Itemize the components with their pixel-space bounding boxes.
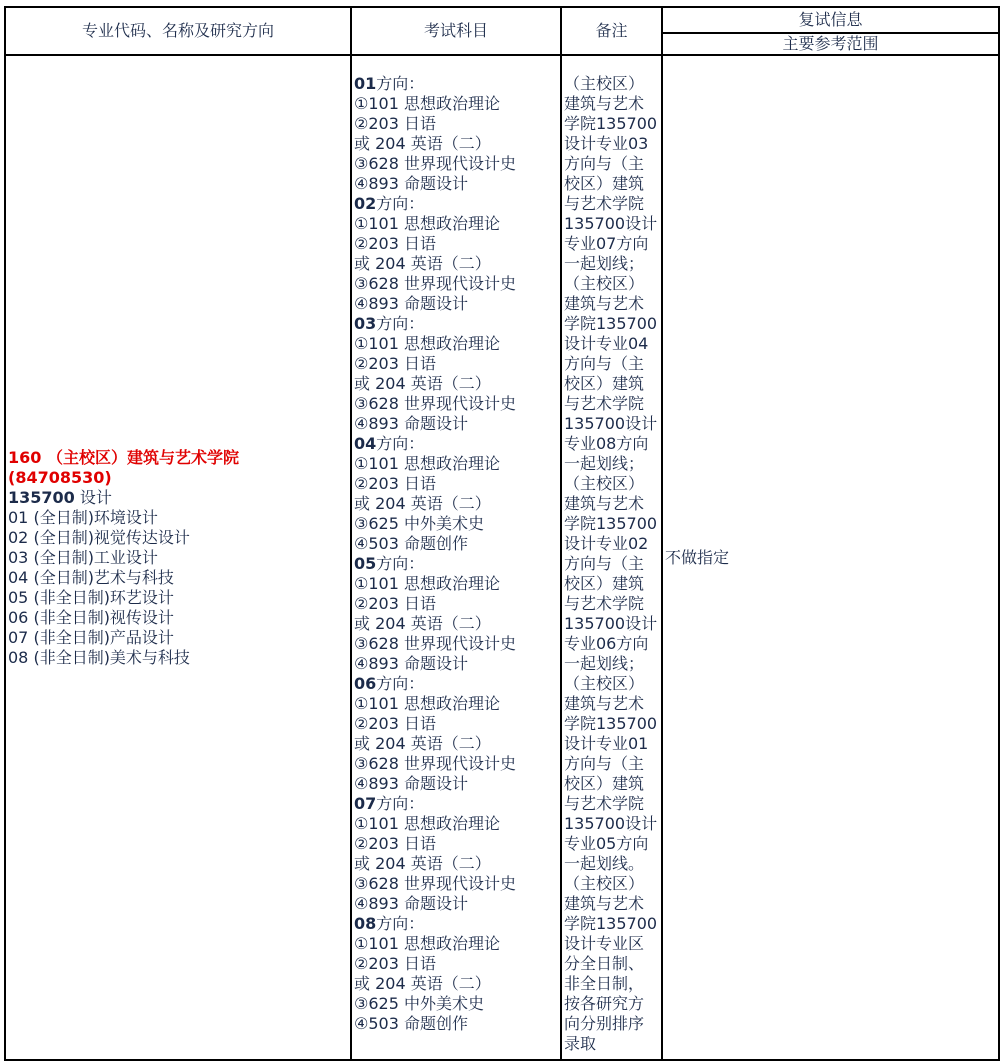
note-line: 与艺术学院 xyxy=(564,194,645,213)
exam-direction-suffix: 方向： xyxy=(376,674,425,693)
exam-direction-suffix: 方向： xyxy=(376,554,425,573)
exam-subject: ②203 日语 xyxy=(354,234,436,253)
exam-subject: ①101 思想政治理论 xyxy=(354,814,500,833)
exam-subject: ③625 中外美术史 xyxy=(354,994,484,1013)
header-reference-scope: 主要参考范围 xyxy=(662,33,999,55)
reference-scope-value: 不做指定 xyxy=(665,547,730,567)
header-retest-info: 复试信息 xyxy=(662,7,999,33)
exam-direction-code: 07 xyxy=(354,794,377,813)
direction-item: 06 (非全日制)视传设计 xyxy=(8,607,174,627)
exam-subject: ③628 世界现代设计史 xyxy=(354,154,516,173)
header-notes: 备注 xyxy=(561,7,662,55)
exam-subject: ①101 思想政治理论 xyxy=(354,94,500,113)
exam-direction-suffix: 方向： xyxy=(376,194,425,213)
exam-subject: ③625 中外美术史 xyxy=(354,514,484,533)
exam-subject: ④893 命题设计 xyxy=(354,774,468,793)
note-line: （主校区） xyxy=(564,274,645,293)
program-cell xyxy=(5,55,351,1060)
note-line: （主校区） xyxy=(564,474,645,493)
exam-subject: ④893 命题设计 xyxy=(354,294,468,313)
note-line: 135700设计 xyxy=(564,414,658,433)
exam-subject: ③628 世界现代设计史 xyxy=(354,394,516,413)
note-line: 设计专业02 xyxy=(564,534,649,553)
exam-subject: ②203 日语 xyxy=(354,114,436,133)
exam-subject: ④893 命题设计 xyxy=(354,414,468,433)
note-line: 校区）建筑 xyxy=(564,374,645,393)
note-line: 专业06方向 xyxy=(564,634,649,653)
exam-subject: ③628 世界现代设计史 xyxy=(354,874,516,893)
note-line: 专业05方向 xyxy=(564,834,649,853)
note-line: 学院135700 xyxy=(564,714,658,733)
exam-subject: 或 204 英语（二） xyxy=(354,254,491,273)
header-exam-subjects: 考试科目 xyxy=(351,7,561,55)
exam-direction-code: 05 xyxy=(354,554,377,573)
note-line: 135700设计 xyxy=(564,814,658,833)
school-phone: (84708530) xyxy=(8,467,112,487)
note-line: （主校区） xyxy=(564,74,645,93)
note-line: 135700设计 xyxy=(564,214,658,233)
exam-subject: ③628 世界现代设计史 xyxy=(354,754,516,773)
note-line: 建筑与艺术 xyxy=(564,694,645,713)
note-line: 建筑与艺术 xyxy=(564,894,645,913)
exam-direction-heading xyxy=(354,314,560,334)
note-line: 专业07方向 xyxy=(564,234,649,253)
exam-direction-suffix: 方向： xyxy=(376,794,425,813)
exam-subject: ③628 世界现代设计史 xyxy=(354,274,516,293)
exam-subject: ①101 思想政治理论 xyxy=(354,334,500,353)
exam-direction-code: 06 xyxy=(354,674,377,693)
exam-subject: 或 204 英语（二） xyxy=(354,734,491,753)
direction-item: 01 (全日制)环境设计 xyxy=(8,507,158,527)
note-line: 方向与（主 xyxy=(564,554,645,573)
note-line: 专业08方向 xyxy=(564,434,649,453)
note-line: 设计专业04 xyxy=(564,334,649,353)
exam-direction-heading xyxy=(354,554,560,574)
exam-direction-suffix: 方向： xyxy=(376,74,425,93)
exam-subject: ④893 命题设计 xyxy=(354,654,468,673)
exam-subject: ④503 命题创作 xyxy=(354,534,468,553)
exam-direction-heading xyxy=(354,794,560,814)
note-line: 分全日制、 xyxy=(564,954,645,973)
school-name: 160 （主校区）建筑与艺术学院 xyxy=(8,447,239,467)
exam-direction-code: 03 xyxy=(354,314,377,333)
note-line: （主校区） xyxy=(564,874,645,893)
admissions-table xyxy=(4,6,1000,1061)
exam-subject: ①101 思想政治理论 xyxy=(354,694,500,713)
exam-subject: 或 204 英语（二） xyxy=(354,494,491,513)
exam-direction-heading xyxy=(354,194,560,214)
major-line xyxy=(8,488,350,508)
note-line: 一起划线； xyxy=(564,454,645,473)
exam-direction-heading xyxy=(354,434,560,454)
exam-subject: ②203 日语 xyxy=(354,954,436,973)
exam-subject: ②203 日语 xyxy=(354,474,436,493)
exam-subject: 或 204 英语（二） xyxy=(354,974,491,993)
exam-subject: 或 204 英语（二） xyxy=(354,854,491,873)
note-line: 向分别排序 xyxy=(564,1014,645,1033)
exam-direction-heading xyxy=(354,74,560,94)
exam-subject: ①101 思想政治理论 xyxy=(354,934,500,953)
exam-subject: ④503 命题创作 xyxy=(354,1014,468,1033)
exam-subject: ②203 日语 xyxy=(354,354,436,373)
exam-cell xyxy=(351,55,561,1060)
major-name: 设计 xyxy=(74,487,112,507)
direction-item: 04 (全日制)艺术与科技 xyxy=(8,567,174,587)
note-line: 建筑与艺术 xyxy=(564,494,645,513)
exam-subject: ①101 思想政治理论 xyxy=(354,214,500,233)
exam-subject: ④893 命题设计 xyxy=(354,174,468,193)
exam-subject: ③628 世界现代设计史 xyxy=(354,634,516,653)
note-line: 建筑与艺术 xyxy=(564,294,645,313)
exam-subject: ④893 命题设计 xyxy=(354,894,468,913)
note-line: 135700设计 xyxy=(564,614,658,633)
direction-item: 03 (全日制)工业设计 xyxy=(8,547,158,567)
exam-direction-suffix: 方向： xyxy=(376,914,425,933)
major-code: 135700 xyxy=(8,487,75,507)
header-program: 专业代码、名称及研究方向 xyxy=(5,7,351,55)
note-line: 设计专业区 xyxy=(564,934,645,953)
note-line: 校区）建筑 xyxy=(564,574,645,593)
note-line: 方向与（主 xyxy=(564,154,645,173)
exam-direction-code: 02 xyxy=(354,194,377,213)
note-line: 非全日制， xyxy=(564,974,645,993)
exam-direction-heading xyxy=(354,674,560,694)
direction-list xyxy=(8,508,350,668)
direction-item: 05 (非全日制)环艺设计 xyxy=(8,587,174,607)
note-line: 校区）建筑 xyxy=(564,774,645,793)
note-line: 学院135700 xyxy=(564,114,658,133)
note-line: 设计专业03 xyxy=(564,134,649,153)
note-line: 与艺术学院 xyxy=(564,594,645,613)
note-line: 按各研究方 xyxy=(564,994,645,1013)
note-line: 一起划线； xyxy=(564,254,645,273)
exam-direction-suffix: 方向： xyxy=(376,314,425,333)
note-line: 方向与（主 xyxy=(564,754,645,773)
note-line: 校区）建筑 xyxy=(564,174,645,193)
note-line: 学院135700 xyxy=(564,314,658,333)
note-line: 设计专业01 xyxy=(564,734,649,753)
exam-direction-code: 01 xyxy=(354,74,377,93)
note-line: 方向与（主 xyxy=(564,354,645,373)
exam-direction-code: 04 xyxy=(354,434,377,453)
exam-subject: 或 204 英语（二） xyxy=(354,374,491,393)
note-line: 一起划线； xyxy=(564,654,645,673)
exam-subject: ②203 日语 xyxy=(354,594,436,613)
note-line: 学院135700 xyxy=(564,914,658,933)
note-line: 一起划线。 xyxy=(564,854,645,873)
exam-subject: ①101 思想政治理论 xyxy=(354,454,500,473)
note-line: 建筑与艺术 xyxy=(564,94,645,113)
exam-direction-suffix: 方向： xyxy=(376,434,425,453)
direction-item: 07 (非全日制)产品设计 xyxy=(8,627,174,647)
exam-subject: ②203 日语 xyxy=(354,714,436,733)
exam-direction-code: 08 xyxy=(354,914,377,933)
direction-item: 02 (全日制)视觉传达设计 xyxy=(8,527,190,547)
reference-cell xyxy=(662,55,999,1060)
notes-cell xyxy=(561,55,662,1060)
note-line: 录取 xyxy=(564,1034,597,1053)
exam-list xyxy=(354,74,560,1034)
exam-subject: 或 204 英语（二） xyxy=(354,614,491,633)
notes-text xyxy=(564,74,661,1054)
exam-subject: ②203 日语 xyxy=(354,834,436,853)
exam-subject: ①101 思想政治理论 xyxy=(354,574,500,593)
note-line: 学院135700 xyxy=(564,514,658,533)
note-line: （主校区） xyxy=(564,674,645,693)
note-line: 与艺术学院 xyxy=(564,794,645,813)
direction-item: 08 (非全日制)美术与科技 xyxy=(8,647,190,667)
note-line: 与艺术学院 xyxy=(564,394,645,413)
exam-direction-heading xyxy=(354,914,560,934)
exam-subject: 或 204 英语（二） xyxy=(354,134,491,153)
